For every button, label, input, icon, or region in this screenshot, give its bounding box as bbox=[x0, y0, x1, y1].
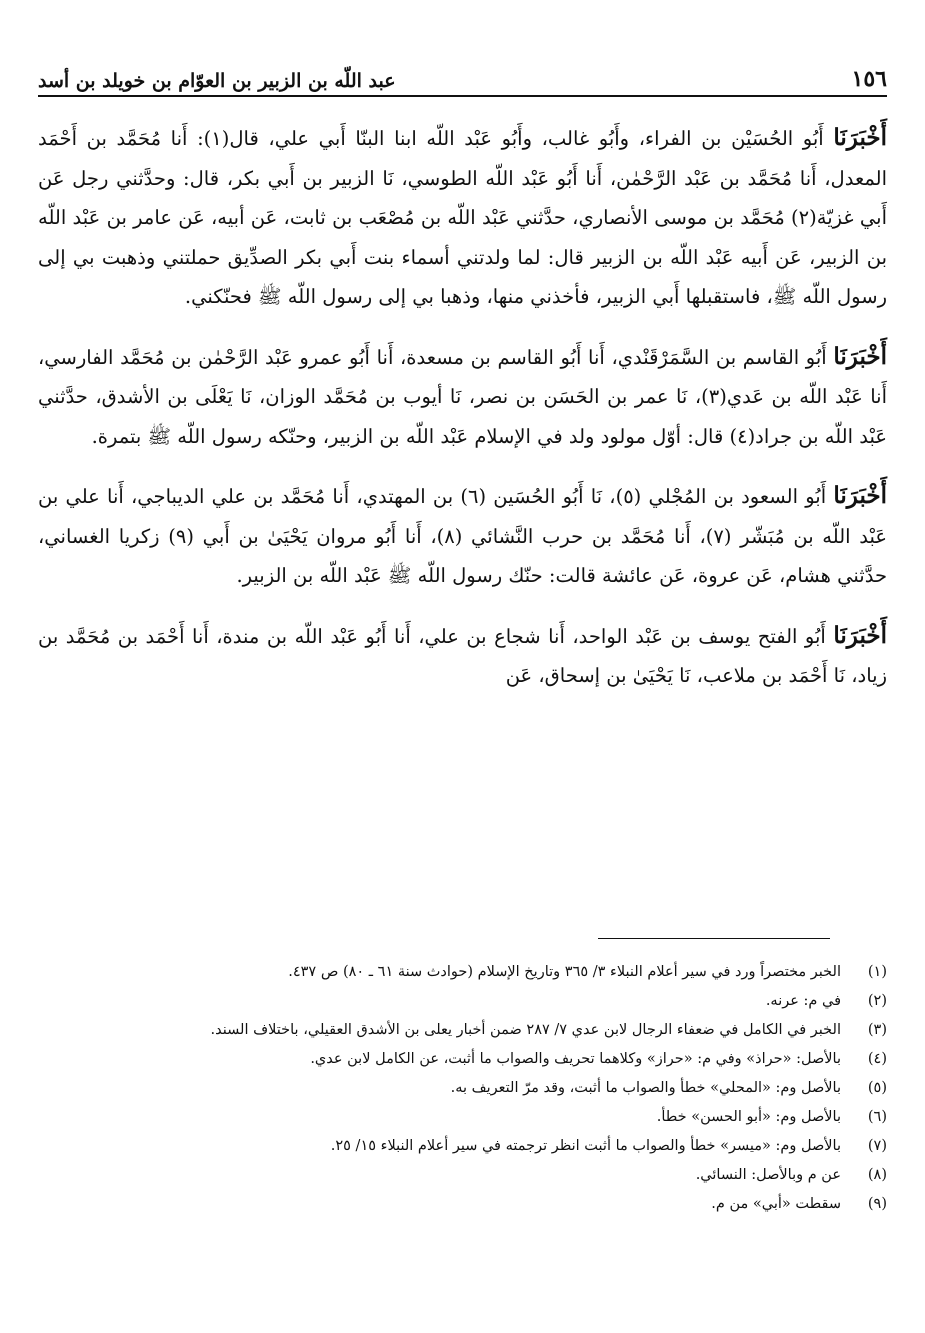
header-rule bbox=[38, 95, 887, 97]
footnote-number: (١) bbox=[867, 964, 887, 980]
footnote-text: بالأصل: «حراذ» وفي م: «حراز» وكلاهما تحريف والصواب ما أثبت، عن الكامل لابن عدي. bbox=[310, 1051, 841, 1067]
paragraph bbox=[38, 337, 887, 457]
footnotes bbox=[38, 958, 887, 1219]
footnote bbox=[38, 958, 887, 987]
paragraph-lead: أَخْبَرَنَا bbox=[833, 342, 887, 370]
footnote-text: الخبر في الكامل في ضعفاء الرجال لابن عدي ٧/ ٢٨٧ ضمن أخبار يعلى بن الأشدق العقيلي، باختلاف السند. bbox=[210, 1022, 841, 1038]
paragraph bbox=[38, 118, 887, 317]
footnote-text: بالأصل وم: «ميسر» خطأ والصواب ما أثبت انظر ترجمته في سير أعلام النبلاء ١٥/ ٢٥. bbox=[330, 1138, 841, 1154]
footnote-number: (٧) bbox=[867, 1138, 887, 1154]
footnote bbox=[38, 1190, 887, 1219]
footnote-text: عن م وبالأصل: النسائي. bbox=[695, 1167, 841, 1183]
paragraph-lead: أَخْبَرَنَا bbox=[833, 621, 887, 649]
paragraph-lead: أَخْبَرَنَا bbox=[833, 124, 887, 151]
main-text bbox=[38, 118, 887, 716]
footnote bbox=[38, 1132, 887, 1161]
footnote-text: في م: عرنه. bbox=[765, 993, 841, 1009]
footnote bbox=[38, 1045, 887, 1074]
footnote-text: سقطت «أبي» من م. bbox=[711, 1196, 841, 1212]
page-number: ١٥٦ bbox=[851, 66, 887, 92]
footnote-text: الخبر مختصراً ورد في سير أعلام النبلاء ٣/ ٣٦٥ وتاريخ الإسلام (حوادث سنة ٦١ ـ ٨٠) ص ٤٣٧. bbox=[288, 964, 841, 980]
footnote-number: (٦) bbox=[867, 1109, 887, 1125]
paragraph-text: أَبُو الفتح يوسف بن عَبْد الواحد، أَنا شجاع بن علي، أَنا أَبُو عَبْد اللّه بن مندة، أَنا أَحْمَد بن مُحَمَّد بن زياد، نَا أَحْمَد بن ملاعب، نَا يَحْيَىٰ بن إسحاق، عَن bbox=[38, 624, 887, 687]
footnote bbox=[38, 987, 887, 1016]
page-header bbox=[38, 52, 887, 92]
paragraph-lead: أَخْبَرَنَا bbox=[833, 482, 887, 509]
paragraph bbox=[38, 616, 887, 696]
footnote-number: (٢) bbox=[867, 993, 887, 1009]
footnote-text: بالأصل وم: «أبو الحسن» خطأ. bbox=[656, 1109, 841, 1125]
footnote-number: (٩) bbox=[867, 1196, 887, 1212]
footnote-number: (٤) bbox=[867, 1051, 887, 1067]
footnote-number: (٥) bbox=[867, 1080, 887, 1096]
footnote bbox=[38, 1074, 887, 1103]
paragraph-text: أَبُو الحُسَيْن بن الفراء، وأَبُو غالب، وأَبُو عَبْد اللّه ابنا البنّا أَبي علي، قال(١): أَنا مُحَمَّد بن أَحْمَد المعدل، أَنا مُحَمَّد بن عَبْد الرَّحْمٰن، أَنا أَبُو عَبْد اللّه الطوسي، نَا الزبير بن أَبي بكر، قال: وحدَّثني رجل عَن أَبي غزيّة(٢) مُحَمَّد بن موسى الأنصاري، حدَّثني عَبْد اللّه بن مُصْعَب بن ثابت، عَن أبيه، عَن عامر بن عَبْد اللّه بن الزبير، عَن أَبيه عَبْد اللّه بن الزبير قال: لما ولدتني أسماء بنت أَبي بكر الصدِّيق حملتني وذهبت بي إلى رسول اللّه ﷺ، فاستقبلها أَبي الزبير، فأخذني منها، وذهبا بي إلى رسول اللّه ﷺ فحنّكني. bbox=[38, 127, 887, 308]
running-title: عبد اللّه بن الزبير بن العوّام بن خويلد بن أسد bbox=[38, 70, 396, 92]
footnote bbox=[38, 1016, 887, 1045]
footnote bbox=[38, 1161, 887, 1190]
paragraph-text: أَبُو السعود بن المُجْلي (٥)، نَا أَبُو الحُسَين (٦) بن المهتدي، أَنا مُحَمَّد بن علي الديباجي، أَنا علي بن عَبْد اللّه بن مُبَشّر (٧)، أَنا مُحَمَّد بن حرب النَّشائي (٨)، أَنا أَبُو مروان يَحْيَىٰ بن أَبي (٩) زكريا الغساني، حدَّثني هشام، عَن عروة، عَن عائشة قالت: حنّك رسول اللّه ﷺ عَبْد اللّه بن الزبير. bbox=[38, 485, 888, 587]
footnote-text: بالأصل وم: «المحلي» خطأ والصواب ما أثبت، وقد مرّ التعريف به. bbox=[450, 1080, 841, 1096]
footnote-rule bbox=[598, 938, 830, 939]
footnote bbox=[38, 1103, 887, 1132]
footnote-number: (٨) bbox=[867, 1167, 887, 1183]
footnote-number: (٣) bbox=[867, 1022, 887, 1038]
paragraph-text: أَبُو القاسم بن السَّمَرْقَنْدي، أَنا أَبُو القاسم بن مسعدة، أَنا أَبُو عمرو عَبْد الرَّحْمٰن بن مُحَمَّد الفارسي، أَنا عَبْد اللّه بن عَدي(٣)، نَا عمر بن الحَسَن بن نصر، نَا أيوب بن مُحَمَّد الوزان، نَا يَعْلَى بن الأشدق، حدَّثني عَبْد اللّه بن جراد(٤) قال: أوّل مولود ولد في الإسلام عَبْد اللّه بن الزبير، وحنّكه رسول اللّه ﷺ بتمرة. bbox=[38, 345, 887, 448]
paragraph bbox=[38, 476, 887, 596]
